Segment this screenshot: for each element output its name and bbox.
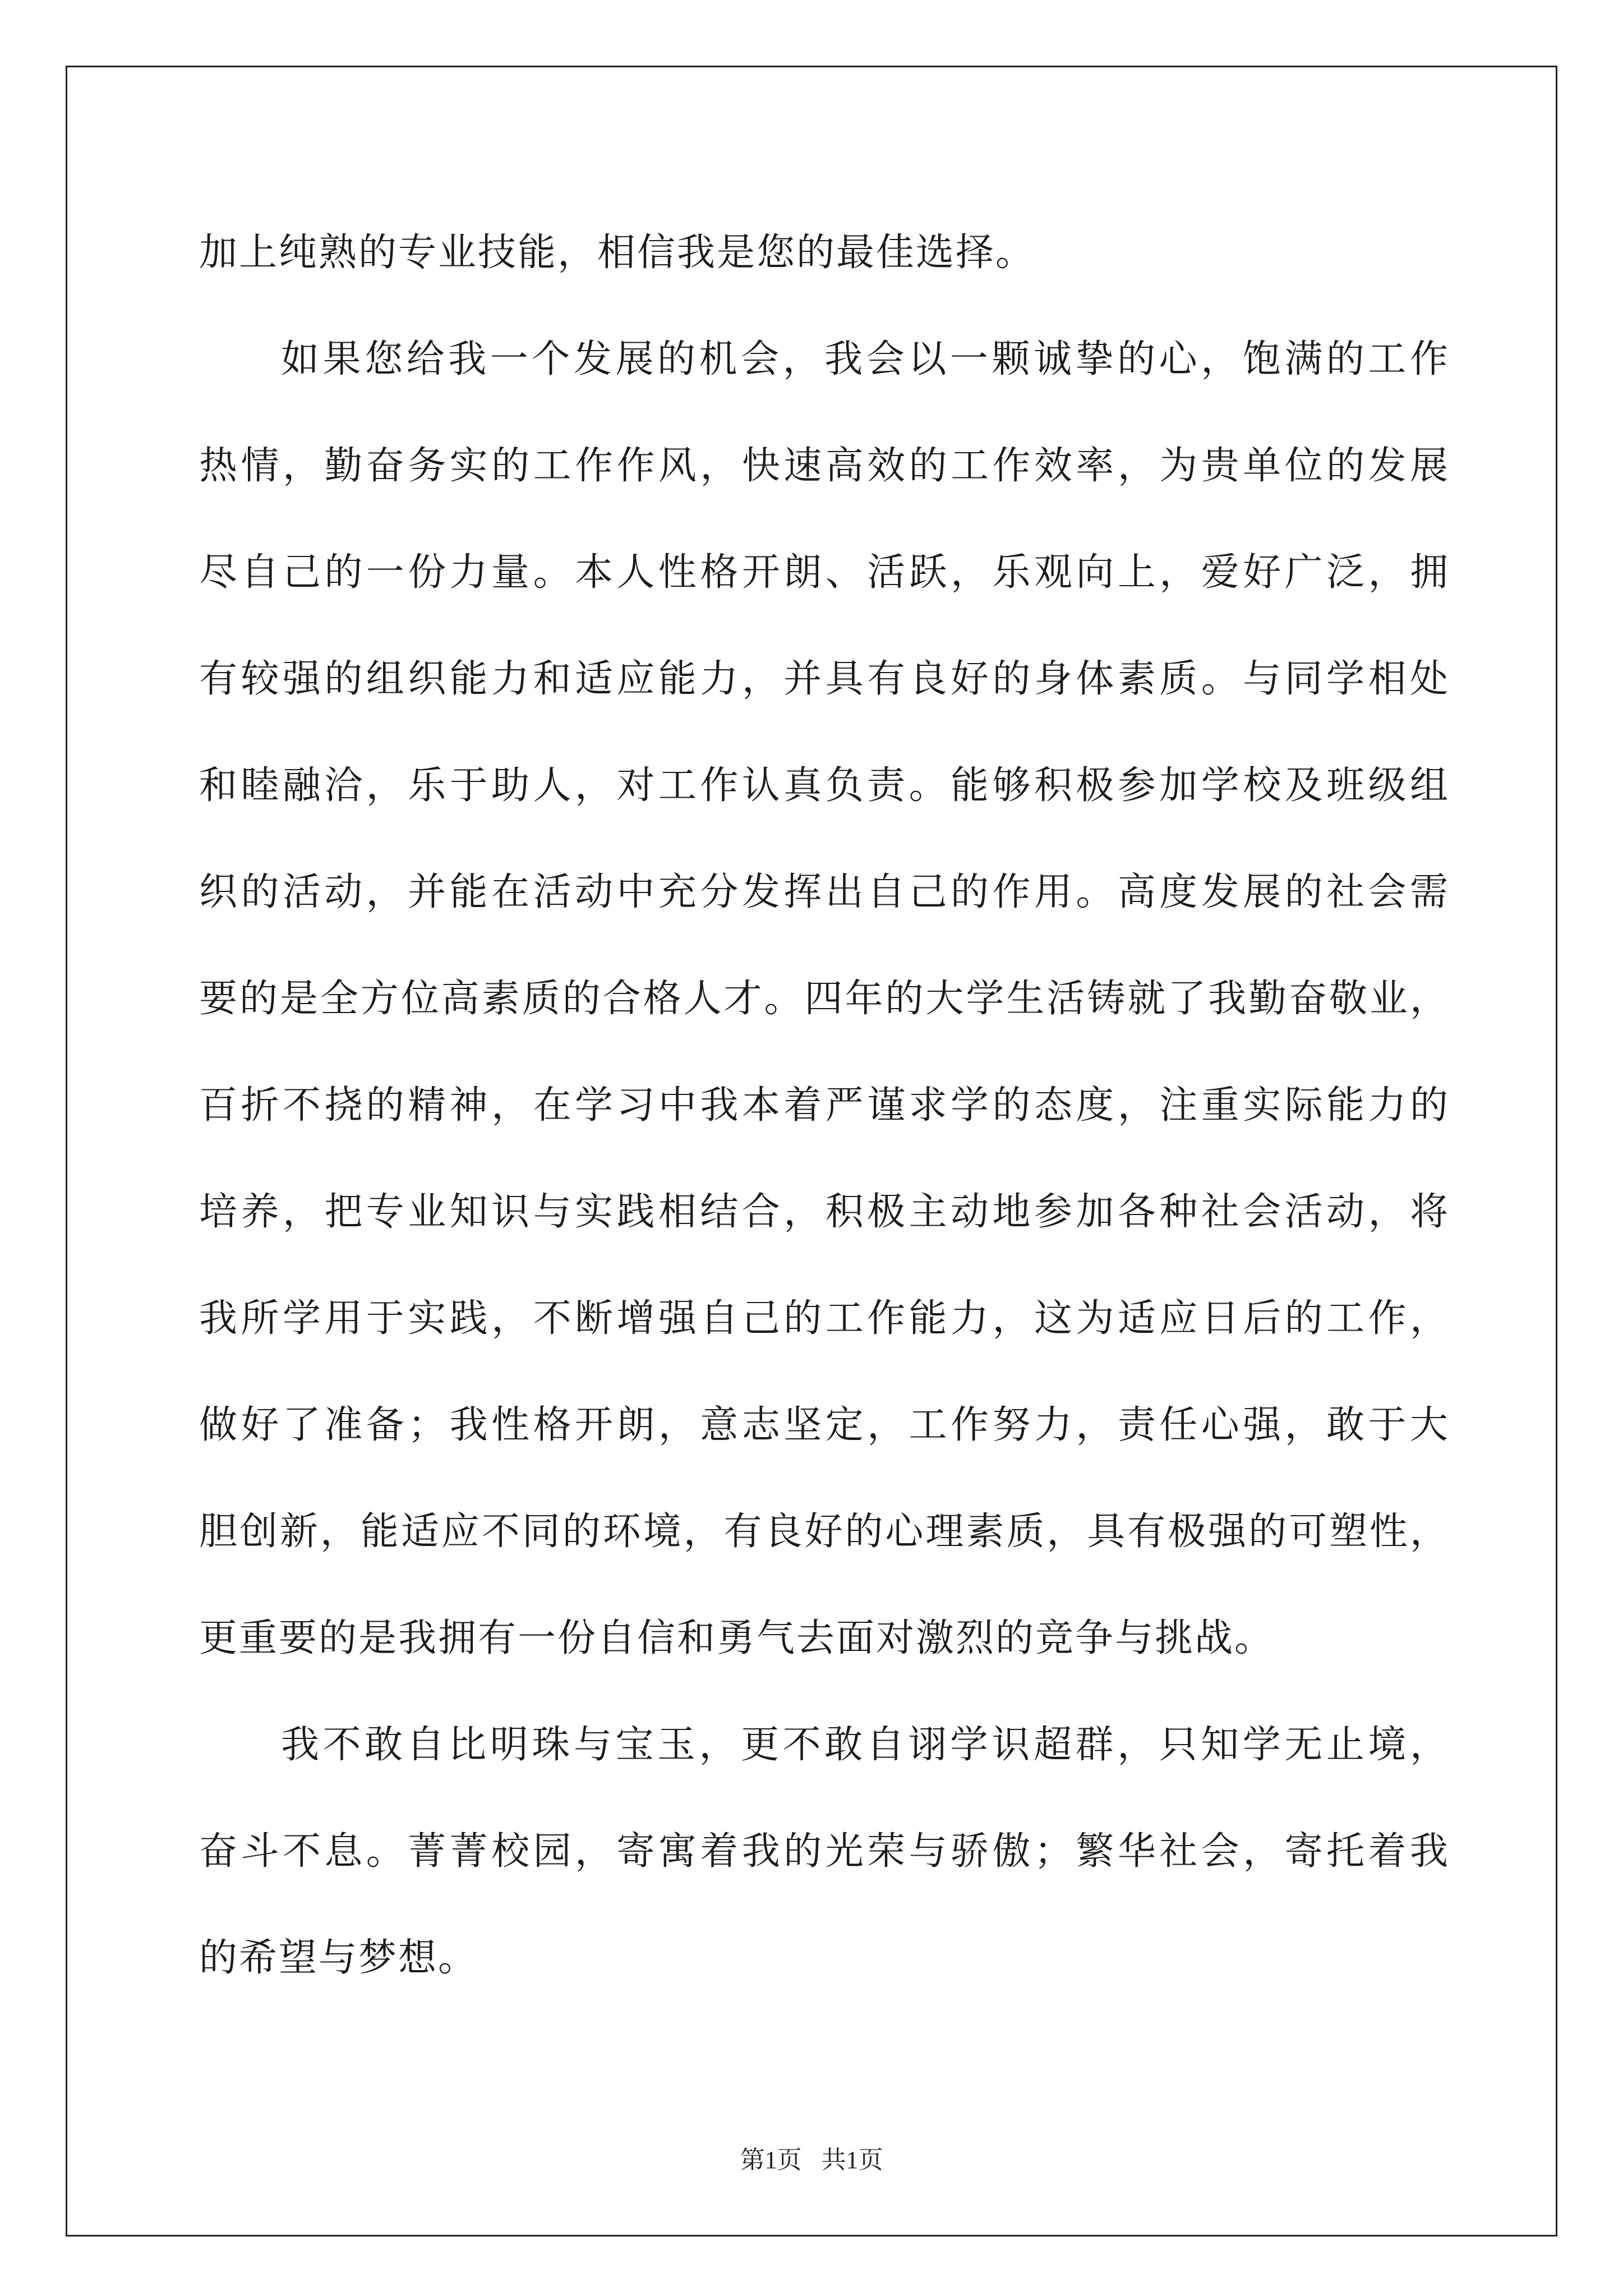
text-line: 我不敢自比明珠与宝玉，更不敢自诩学识超群，只知学无止境， [281,1723,1450,1767]
page-total: 共1页 [821,2146,883,2174]
text-line: 尽自己的一份力量。本人性格开朗、活跃，乐观向上，爱好广泛，拥 [199,550,1450,595]
text-line: 加上纯熟的专业技能，相信我是您的最佳选择。 [199,231,1036,275]
text-line: 培养，把专业知识与实践相结合，积极主动地参加各种社会活动，将 [199,1190,1450,1234]
text-line: 织的活动，并能在活动中充分发挥出自己的作用。高度发展的社会需 [199,870,1450,914]
text-line: 有较强的组织能力和适应能力，并具有良好的身体素质。与同学相处 [199,657,1450,701]
page-footer [0,2139,1623,2175]
text-line: 百折不挠的精神，在学习中我本着严谨求学的态度，注重实际能力的 [199,1083,1450,1128]
text-line: 要的是全方位高素质的合格人才。四年的大学生活铸就了我勤奋敬业， [199,977,1450,1021]
text-line: 我所学用于实践，不断增强自己的工作能力，这为适应日后的工作， [199,1296,1450,1341]
text-line: 奋斗不息。菁菁校园，寄寓着我的光荣与骄傲；繁华社会，寄托着我 [199,1829,1450,1874]
document-body [199,219,1450,2031]
text-line: 的希望与梦想。 [199,1936,478,1980]
page-number: 第1页 [740,2146,802,2174]
text-line: 热情，勤奋务实的工作作风，快速高效的工作效率，为贵单位的发展 [199,444,1450,488]
text-line: 更重要的是我拥有一份自信和勇气去面对激烈的竞争与挑战。 [199,1616,1275,1660]
text-line: 和睦融洽，乐于助人，对工作认真负责。能够积极参加学校及班级组 [199,763,1450,808]
text-line: 胆创新，能适应不同的环境，有良好的心理素质，具有极强的可塑性， [199,1510,1450,1554]
text-line: 做好了准备；我性格开朗，意志坚定，工作努力，责任心强，敢于大 [199,1403,1450,1447]
text-line: 如果您给我一个发展的机会，我会以一颗诚挚的心，饱满的工作 [281,337,1450,381]
